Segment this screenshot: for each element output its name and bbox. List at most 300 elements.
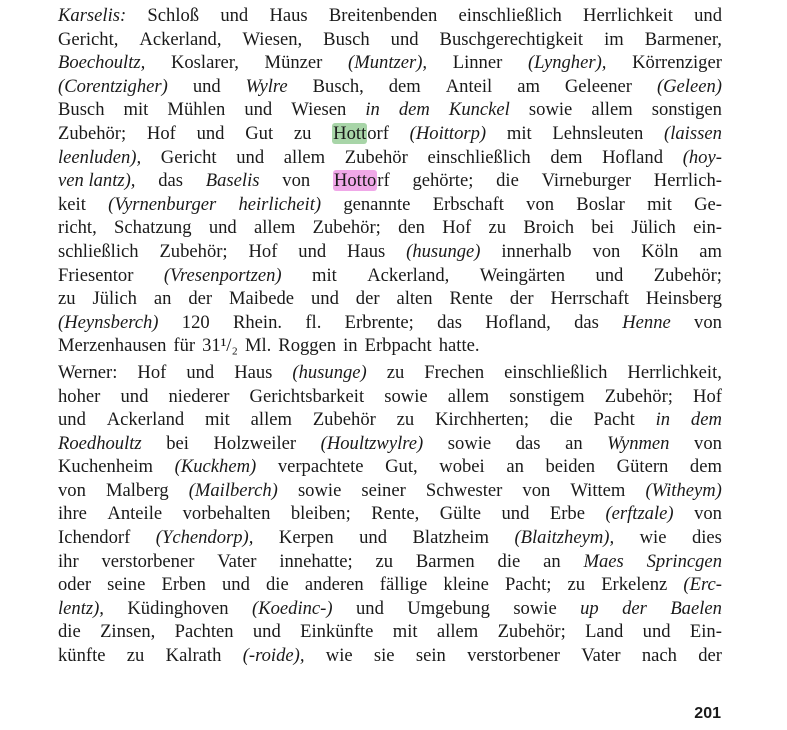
word: die [549, 409, 573, 431]
word: und [220, 5, 249, 26]
text-line [58, 502, 722, 526]
word: und [186, 361, 215, 383]
word: sowie [513, 597, 557, 619]
word: für [173, 335, 196, 357]
word: Ml. [244, 335, 272, 357]
word: und [236, 146, 265, 168]
word: Buschgerechtigkeit [439, 28, 584, 50]
word: (Heynsberch) [58, 311, 159, 333]
word: der [509, 288, 534, 310]
word: Jülich [631, 217, 676, 239]
word: künfte [58, 645, 106, 667]
word: dem [689, 456, 722, 478]
text-line [58, 334, 722, 358]
word: nach [641, 645, 677, 667]
word: Maibede [228, 288, 295, 310]
word: dem [398, 99, 430, 121]
word: (Erc- [683, 574, 722, 596]
word: Hof [248, 240, 278, 262]
word: 120 [181, 311, 210, 333]
text-line [58, 526, 722, 550]
word: wie [639, 527, 667, 549]
word: (Blaitzheym), [514, 527, 615, 549]
word: mit [123, 99, 149, 121]
word: (erftzale) [605, 503, 674, 525]
word: lentz), [58, 597, 104, 619]
word: Jülich [92, 288, 137, 310]
word: schließlich [58, 240, 139, 262]
document-page [58, 4, 722, 668]
word: niederer [168, 385, 230, 407]
word: an [565, 432, 583, 454]
word: mit [312, 264, 337, 286]
word: hoher [58, 385, 101, 407]
word: vorbehalten [182, 503, 271, 525]
word: von [526, 193, 555, 215]
word: Koslarer, [170, 52, 239, 74]
word: Kalrath [165, 645, 222, 667]
text-line [58, 4, 722, 28]
word: Hofland [602, 146, 664, 168]
word: fällige [379, 574, 428, 596]
word: Herrschaft [550, 288, 629, 310]
word: Baelen [670, 597, 722, 619]
word: und [244, 99, 273, 121]
text-line [58, 98, 722, 122]
word: (hoy- [682, 146, 722, 168]
word: und [222, 574, 250, 596]
text-line [58, 550, 722, 574]
word: Kuchenheim [58, 456, 154, 478]
word: Roedhoultz [58, 432, 142, 454]
word: das [574, 311, 599, 333]
word: up [580, 597, 599, 619]
word: Maes [583, 550, 624, 572]
word: Erben [161, 574, 206, 596]
word: Hofland, [485, 311, 551, 333]
word: Boslar [576, 193, 625, 215]
word: Anteile [107, 503, 163, 525]
word: (Kuckhem) [174, 456, 257, 478]
word: innerhalb [501, 240, 572, 262]
word: Körrenziger [632, 52, 722, 74]
word: Ackerland, [367, 264, 450, 286]
word: in [365, 99, 380, 121]
word: Zubehör; [497, 621, 566, 643]
word: Kunckel [448, 99, 510, 121]
word: und [501, 503, 530, 525]
word: von [282, 170, 311, 192]
word: richt, [58, 217, 97, 239]
word: Pachten [174, 621, 234, 643]
word: Linner [452, 52, 503, 74]
word: hatte. [438, 335, 480, 357]
word: bei [166, 432, 189, 454]
word: Gericht, [58, 28, 119, 50]
word: an [506, 456, 524, 478]
word: Erbrente; [344, 311, 414, 333]
word: Land [585, 621, 624, 643]
word: der [188, 288, 213, 310]
word: zu [396, 409, 415, 431]
word: dies [691, 527, 722, 549]
word: zu [126, 645, 145, 667]
word: allem [283, 146, 326, 168]
word: und [359, 527, 388, 549]
word: seiner [361, 479, 406, 501]
word: Wittem [570, 479, 626, 501]
word: allem [254, 217, 296, 239]
word: Zubehör; [653, 264, 722, 286]
word: Erbpacht [364, 335, 432, 357]
word: (Koedinc-) [252, 597, 333, 619]
text-line [58, 264, 722, 288]
word: und [355, 597, 384, 619]
word: (Mailberch) [188, 479, 278, 501]
word: zu [375, 550, 394, 572]
text-line [58, 479, 722, 503]
word: Vater [217, 550, 257, 572]
word: (-roide), [242, 645, 305, 667]
word: von [694, 432, 722, 454]
word: ihr [58, 550, 79, 572]
word: 31¹/₂ [202, 335, 238, 357]
word: und [120, 385, 149, 407]
word: sie [373, 645, 395, 667]
word: Kirchherten; [435, 409, 530, 431]
word: von [522, 479, 551, 501]
word: wobei [439, 456, 485, 478]
word: Anteil [445, 75, 493, 97]
pink-highlight: Hotto [333, 170, 377, 192]
word: Ein- [689, 621, 722, 643]
word: mit [205, 409, 230, 431]
word: und [58, 409, 86, 431]
word: Pacht [593, 409, 635, 431]
word: und [595, 264, 624, 286]
word: Herrlichkeit [583, 5, 673, 26]
word: allem [591, 99, 633, 121]
word: mit [506, 122, 532, 144]
word: sonstigem [509, 385, 585, 407]
word: Erbe [549, 503, 585, 525]
text-line [58, 408, 722, 432]
word: Hof [693, 385, 722, 407]
word: Baselis [205, 170, 260, 192]
word: am [699, 240, 722, 262]
word: in [343, 335, 358, 357]
text-line [58, 28, 722, 52]
word: Henne [622, 311, 671, 333]
word: alten [396, 288, 433, 310]
word: Boechoultz, [58, 52, 146, 74]
word: Frechen [424, 361, 485, 383]
text-line [58, 597, 722, 621]
word: (Corentzigher) [58, 75, 168, 97]
word: Haus [269, 5, 308, 26]
word: Erkelenz [601, 574, 668, 596]
word: Geleener [564, 75, 632, 97]
word: verpachtete [277, 456, 364, 478]
word: mit [647, 193, 672, 215]
word: Weingärten [479, 264, 566, 286]
word: gehörte; [412, 170, 474, 192]
word: allem [436, 621, 479, 643]
word: Herrlichkeit, [627, 361, 722, 383]
word: oder [58, 574, 92, 596]
word: Heinsberg [645, 288, 722, 310]
word: zu [567, 574, 586, 596]
word: Hof [442, 217, 472, 239]
word: (husunge) [292, 361, 367, 383]
word: ihre [58, 503, 87, 525]
word: Wylre [245, 75, 288, 97]
word: dem [550, 146, 583, 168]
word: bei [591, 217, 615, 239]
word: Gerichtsbarkeit [249, 385, 365, 407]
word: und [252, 621, 281, 643]
text-line [58, 385, 722, 409]
word: zu [293, 122, 312, 144]
word: und [196, 122, 225, 144]
word: Broich [523, 217, 574, 239]
word: an [543, 550, 561, 572]
word: und [298, 240, 327, 262]
word: (Witheym) [645, 479, 722, 501]
word: Wiesen, [242, 28, 303, 50]
word: zu [386, 361, 405, 383]
word: Roggen [278, 335, 337, 357]
word: Lehnsleuten [552, 122, 644, 144]
word: sonstigen [651, 99, 722, 121]
word: mit [392, 621, 418, 643]
word: das [515, 432, 541, 454]
word: Kerpen [278, 527, 334, 549]
word: (Muntzer), [348, 52, 428, 74]
word: und [208, 217, 237, 239]
word: Zinsen, [100, 621, 156, 643]
word: Virneburger [541, 170, 632, 192]
green-highlight: Hott [333, 122, 367, 144]
word: keit [58, 193, 86, 215]
word: Erbschaft [432, 193, 504, 215]
word: Zubehör [344, 146, 408, 168]
word: an [153, 288, 172, 310]
word: Haus [347, 240, 386, 262]
text-line [58, 122, 722, 146]
word: Zubehör; [604, 385, 673, 407]
highlighted-word: Hottorf [333, 122, 389, 144]
text-line [58, 455, 722, 479]
word: Rente, [371, 503, 420, 525]
word: Rhein. [232, 311, 283, 333]
word: verstorbener [101, 550, 195, 572]
word: Gut [245, 122, 274, 144]
word: Rente [449, 288, 493, 310]
word: Ackerland [106, 409, 185, 431]
word: von [694, 503, 722, 525]
word: zu [58, 288, 76, 310]
word: (Geleen) [656, 75, 722, 97]
text-line [58, 361, 722, 385]
text-line [58, 644, 722, 668]
word: Schwester [425, 479, 503, 501]
word: Karselis: [58, 5, 127, 26]
word: Zubehör; [312, 217, 381, 239]
word: Vater [581, 645, 621, 667]
word: Holzweiler [213, 432, 297, 454]
text-line [58, 51, 722, 75]
word: Einkünfte [300, 621, 374, 643]
word: dem [388, 75, 421, 97]
word: die [496, 170, 519, 192]
word: Busch [58, 99, 105, 121]
word: kleine [443, 574, 489, 596]
word: (husunge) [406, 240, 481, 262]
word: das [437, 311, 462, 333]
word: Merzenhausen [58, 335, 167, 357]
word: (Houltzwylre) [320, 432, 424, 454]
word: sowie [528, 99, 573, 121]
word: der [355, 288, 380, 310]
word: seine [107, 574, 146, 596]
word: Küdinghoven [127, 597, 229, 619]
word: Ge- [694, 193, 722, 215]
word: ven lantz), [58, 170, 136, 192]
word: Mühlen [167, 99, 226, 121]
word: genannte [343, 193, 411, 215]
body-text [58, 4, 722, 668]
word: sowie [384, 385, 428, 407]
paragraph [58, 4, 722, 358]
text-line [58, 169, 722, 193]
word: Münzer [264, 52, 323, 74]
word: leenluden), [58, 146, 142, 168]
word: die [266, 574, 289, 596]
word: und [310, 288, 339, 310]
word: zu [488, 217, 507, 239]
word: einschließlich [504, 361, 608, 383]
word: den [398, 217, 425, 239]
text-line [58, 240, 722, 264]
word: Sprincgen [646, 550, 722, 572]
word: Gülte [439, 503, 482, 525]
word: einschließlich [427, 146, 531, 168]
word: Blatzheim [412, 527, 489, 549]
word: sowie [297, 479, 342, 501]
word: von [592, 240, 621, 262]
word: Wynmen [607, 432, 670, 454]
word: Hof [137, 361, 167, 383]
word: innehatte; [279, 550, 353, 572]
text-line [58, 216, 722, 240]
text-line [58, 193, 722, 217]
word: Barmener, [644, 28, 722, 50]
word: das [158, 170, 184, 192]
word: und [694, 5, 722, 26]
word: Hof [146, 122, 176, 144]
word: (laissen [664, 122, 722, 144]
word: Zubehör; [159, 240, 228, 262]
word: wie [325, 645, 353, 667]
word: ein- [693, 217, 722, 239]
word: Gut, [385, 456, 418, 478]
word: am [517, 75, 540, 97]
word: Friesentor [58, 264, 134, 286]
word: und [642, 621, 671, 643]
word: von [58, 479, 86, 501]
word: Breitenbenden [328, 5, 438, 26]
word: allem [250, 409, 292, 431]
word: Ackerland, [139, 28, 222, 50]
word: beiden [545, 456, 596, 478]
word: Busch, [312, 75, 364, 97]
word: allem [447, 385, 490, 407]
word: Umgebung [407, 597, 490, 619]
word: Herrlich- [653, 170, 722, 192]
word: Wiesen [291, 99, 347, 121]
highlighted-word: Hottorf [333, 170, 390, 192]
word: fl. [305, 311, 322, 333]
word: Malberg [105, 479, 169, 501]
word: und [192, 75, 221, 97]
word: Zubehör [312, 409, 376, 431]
paragraph [58, 361, 722, 668]
word: sowie [447, 432, 492, 454]
text-line [58, 573, 722, 597]
word: Gericht [160, 146, 217, 168]
text-line [58, 311, 722, 335]
word: Schloß [147, 5, 200, 26]
text-line [58, 287, 722, 311]
word: (Ychendorp), [155, 527, 254, 549]
word: Pacht; [504, 574, 552, 596]
word: in [655, 409, 671, 431]
word: Ichendorf [58, 527, 131, 549]
word: der [698, 645, 722, 667]
word: Schatzung [114, 217, 192, 239]
text-line [58, 432, 722, 456]
word: bleiben; [290, 503, 351, 525]
word: Barmen [415, 550, 475, 572]
text-line [58, 146, 722, 170]
word: die [58, 621, 81, 643]
word: Busch [323, 28, 370, 50]
page-number: 201 [694, 705, 721, 722]
text-line [58, 75, 722, 99]
word: (Lyngher), [527, 52, 607, 74]
word: dem [690, 409, 722, 431]
word: Köln [641, 240, 679, 262]
word: sein [415, 645, 446, 667]
word: verstorbener [467, 645, 561, 667]
word: (Vresenportzen) [163, 264, 282, 286]
word: Zubehör; [58, 122, 127, 144]
word: (Vyrnenburger [108, 193, 217, 215]
word: der [622, 597, 647, 619]
word: im [604, 28, 624, 50]
word: und [390, 28, 419, 50]
word: anderen [304, 574, 364, 596]
word: die [497, 550, 521, 572]
word: Gütern [616, 456, 669, 478]
word: einschließlich [458, 5, 562, 26]
word: Werner: [58, 361, 118, 383]
text-line [58, 620, 722, 644]
word: (Hoittorp) [409, 122, 487, 144]
word: heirlicheit) [238, 193, 322, 215]
word: von [694, 311, 722, 333]
